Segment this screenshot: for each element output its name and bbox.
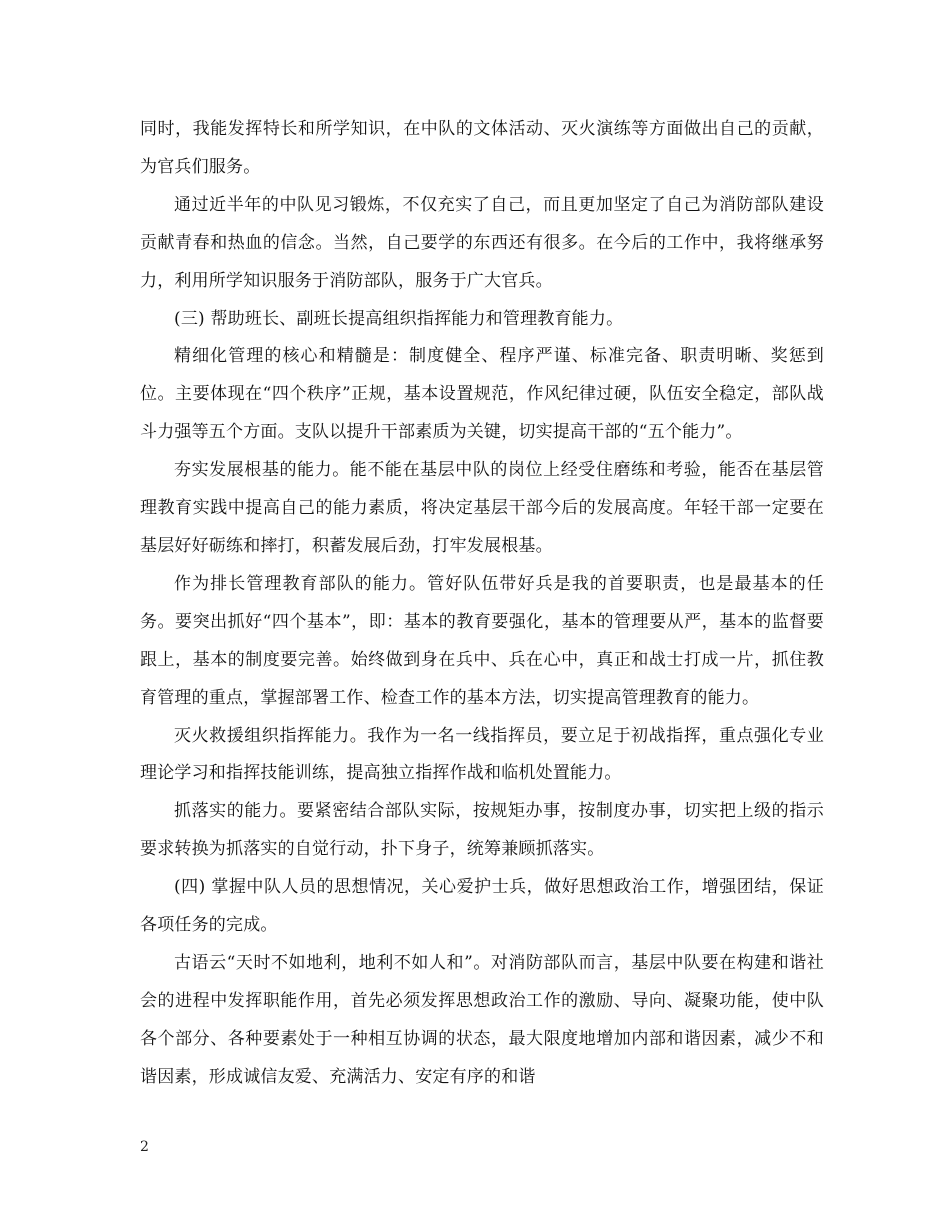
- paragraph: 古语云“天时不如地利，地利不如人和”。对消防部队而言，基层中队要在构建和谐社会的进程中发挥职能作用，首先必须发挥思想政治工作的激励、导向、凝聚功能，使中队各个部分、各种要素处于一种相互协调的状态，最大限度地增加内部和谐因素，减少不和谐因素，形成诚信友爱、充满活力、安定有序的和谐: [140, 952, 824, 1087]
- section-heading: (三) 帮助班长、副班长提高组织指挥能力和管理教育能力。: [174, 308, 624, 329]
- paragraph: 通过近半年的中队见习锻炼，不仅充实了自己，而且更加坚定了自己为消防部队建设贡献青春和热血的信念。当然，自己要学的东西还有很多。在今后的工作中，我将继承努力，利用所学知识服务于消防部队，服务于广大官兵。: [140, 194, 824, 291]
- document-body: [140, 111, 824, 1097]
- paragraph: 抓落实的能力。要紧密结合部队实际，按规矩办事，按制度办事，切实把上级的指示要求转换为抓落实的自觉行动，扑下身子，统筹兼顾抓落实。: [140, 801, 824, 860]
- paragraph: 同时，我能发挥特长和所学知识，在中队的文体活动、灭火演练等方面做出自己的贡献，为官兵们服务。: [140, 119, 824, 177]
- paragraph: 夯实发展根基的能力。能不能在基层中队的岗位上经受住磨练和考验，能否在基层管理教育实践中提高自己的能力素质，将决定基层干部今后的发展高度。年轻干部一定要在基层好好砺练和摔打，积蓄发展后劲，打牢发展根基。: [140, 460, 824, 556]
- paragraph: 灭火救援组织指挥能力。我作为一名一线指挥员，要立足于初战指挥，重点强化专业理论学习和指挥技能训练，提高独立指挥作战和临机处置能力。: [140, 725, 824, 784]
- page-number: 2: [140, 1139, 149, 1155]
- paragraph: 精细化管理的核心和精髓是：制度健全、程序严谨、标准完备、职责明晰、奖惩到位。主要体现在“四个秩序”正规，基本设置规范，作风纪律过硬，队伍安全稳定，部队战斗力强等五个方面。支队以提升干部素质为关键，切实提高干部的“五个能力”。: [140, 346, 824, 443]
- section-heading: (四) 掌握中队人员的思想情况，关心爱护士兵，做好思想政治工作，增强团结，保证各项任务的完成。: [140, 877, 824, 936]
- paragraph: 作为排长管理教育部队的能力。管好队伍带好兵是我的首要职责，也是最基本的任务。要突出抓好“四个基本”，即：基本的教育要强化，基本的管理要从严，基本的监督要跟上，基本的制度要完善。始终做到身在兵中、兵在心中，真正和战士打成一片，抓住教育管理的重点，掌握部署工作、检查工作的基本方法，切实提高管理教育的能力。: [140, 573, 824, 708]
